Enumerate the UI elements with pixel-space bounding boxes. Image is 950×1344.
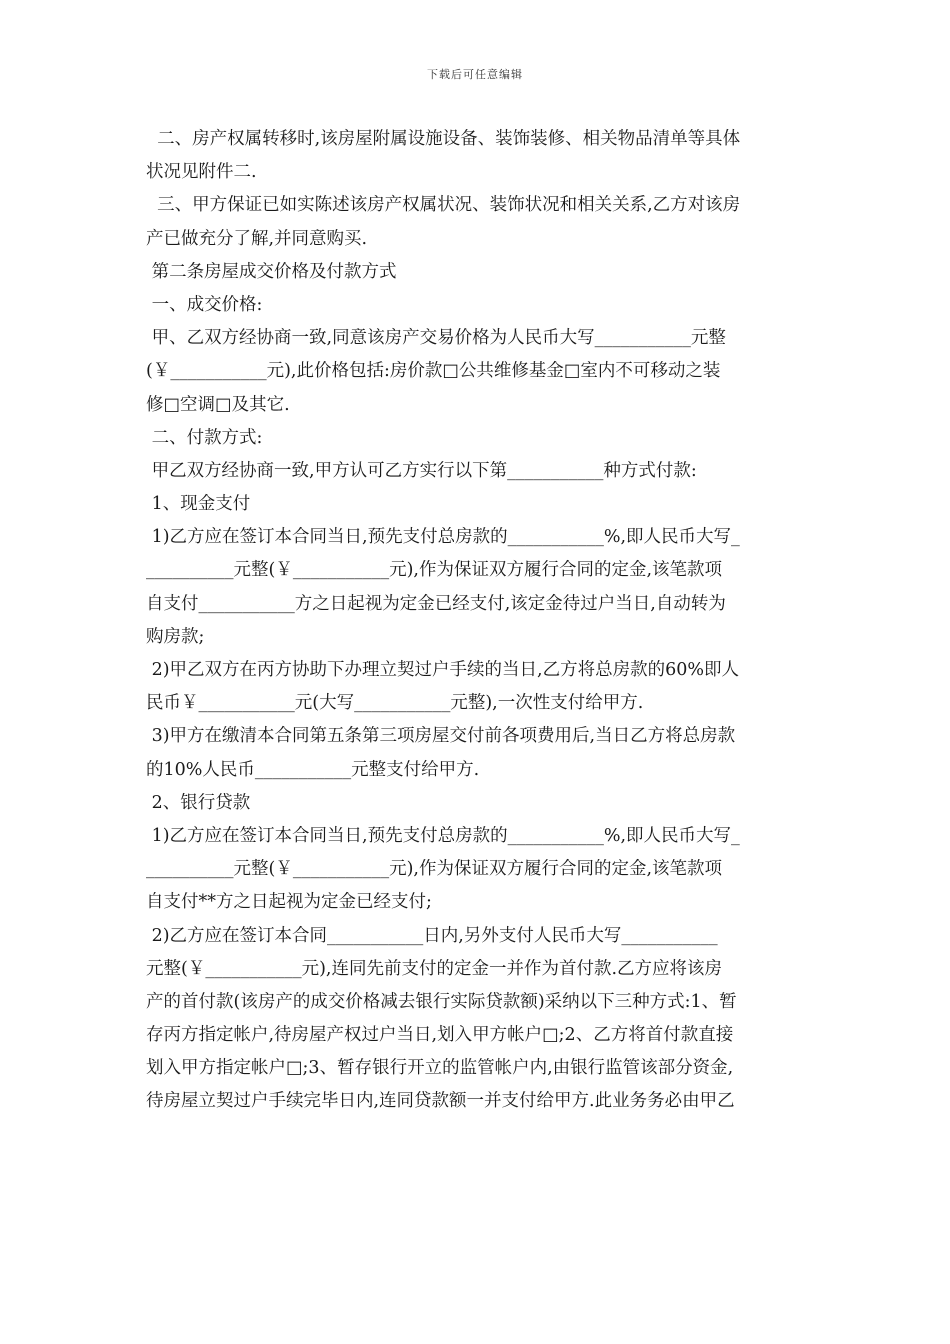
document-line: 三、甲方保证已如实陈述该房产权属状况、装饰状况和相关关系,乙方对该房 (146, 195, 741, 216)
document-line: 存丙方指定帐户,待房屋产权过户当日,划入甲方帐户□;2、乙方将首付款直接 (146, 1025, 734, 1046)
document-line: 的10%人民币___________元整支付给甲方. (146, 759, 480, 780)
document-line: 第二条房屋成交价格及付款方式 (146, 261, 397, 282)
document-line: 划入甲方指定帐户□;3、暂存银行开立的监管帐户内,由银行监管该部分资金, (146, 1058, 734, 1079)
document-line: 2)甲乙双方在丙方协助下办理立契过户手续的当日,乙方将总房款的60%即人 (146, 660, 739, 680)
document-line: 自支付___________方之日起视为定金已经支付,该定金待过户当日,自动转为 (146, 593, 726, 614)
document-line: 1、现金支付 (146, 494, 251, 515)
document-line: 2)乙方应在签订本合同___________日内,另外支付人民币大写___________ (146, 925, 718, 946)
document-line: 2、银行贷款 (146, 792, 251, 813)
document-line: 1)乙方应在签订本合同当日,预先支付总房款的___________%,即人民币大写_ (146, 527, 740, 548)
document-line: 状况见附件二. (146, 162, 257, 183)
document-line: 3)甲方在缴清本合同第五条第三项房屋交付前各项费用后,当日乙方将总房款 (146, 726, 736, 747)
document-line: 修□空调□及其它. (146, 394, 290, 415)
document-line: 1)乙方应在签订本合同当日,预先支付总房款的___________%,即人民币大写_ (146, 825, 740, 846)
document-line: 甲、乙双方经协商一致,同意该房产交易价格为人民币大写___________元整 (146, 328, 726, 349)
document-line: __________元整(￥___________元),作为保证双方履行合同的定金,该笔款项 (146, 859, 723, 880)
document-line: __________元整(￥___________元),作为保证双方履行合同的定金,该笔款项 (146, 560, 723, 581)
document-line: 甲乙双方经协商一致,甲方认可乙方实行以下第___________种方式付款: (146, 460, 697, 481)
document-line: 元整(￥___________元),连同先前支付的定金一并作为首付款.乙方应将该房 (146, 958, 723, 979)
document-line: 二、付款方式: (146, 427, 263, 448)
document-line: 自支付**方之日起视为定金已经支付; (146, 892, 432, 913)
document-line: 产已做充分了解,并同意购买. (146, 228, 368, 249)
document-line: 产的首付款(该房产的成交价格减去银行实际贷款额)采纳以下三种方式:1、暂 (146, 991, 737, 1012)
document-line: (￥___________元),此价格包括:房价款□公共维修基金□室内不可移动之装 (146, 361, 721, 382)
page-header: 下载后可任意编辑 (427, 68, 523, 81)
document-line: 一、成交价格: (146, 294, 263, 315)
document-line: 购房款; (146, 626, 205, 647)
document-body (146, 123, 810, 1119)
document-line: 民币￥___________元(大写___________元整),一次性支付给甲方. (146, 693, 644, 714)
document-line: 待房屋立契过户手续完毕日内,连同贷款额一并支付给甲方.此业务务必由甲乙 (146, 1091, 735, 1112)
document-line: 二、房产权属转移时,该房屋附属设施设备、装饰装修、相关物品清单等具体 (146, 129, 741, 149)
